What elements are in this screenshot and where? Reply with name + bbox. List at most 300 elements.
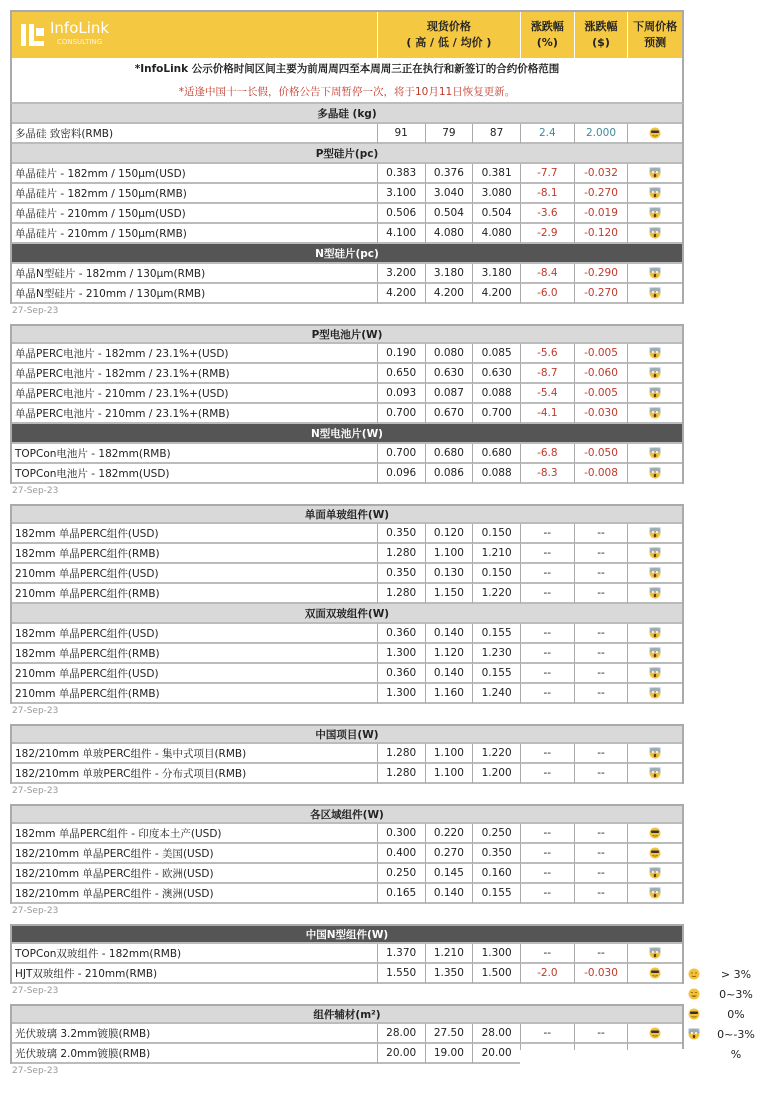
scream-icon — [649, 207, 661, 219]
product-name: 182mm 单晶PERC组件(USD) — [12, 524, 378, 544]
table-row — [10, 224, 684, 244]
price-low: 0.270 — [426, 844, 474, 864]
change-usd: -- — [575, 864, 629, 884]
price-avg: 0.150 — [473, 564, 521, 584]
price-low: 3.040 — [426, 184, 474, 204]
change-pct: -- — [521, 864, 575, 884]
date-label: 27-Sep-23 — [12, 486, 59, 496]
change-usd: -0.008 — [575, 464, 629, 484]
price-low: 1.100 — [426, 744, 474, 764]
price-low: 1.100 — [426, 544, 474, 564]
forecast — [628, 164, 682, 184]
price-high: 1.550 — [378, 964, 426, 984]
section-title: N型硅片(pc) — [12, 244, 682, 264]
change-pct: -- — [521, 824, 575, 844]
price-high: 0.350 — [378, 524, 426, 544]
scream-icon — [649, 687, 661, 699]
change-pct: -4.1 — [521, 404, 575, 424]
product-name: 182/210mm 单玻PERC组件 - 分布式项目(RMB) — [12, 764, 378, 784]
scream-icon — [649, 347, 661, 359]
table-row — [10, 124, 684, 144]
legend-label: 0% — [727, 1007, 745, 1021]
price-avg: 0.155 — [473, 664, 521, 684]
sunglasses-icon — [649, 127, 661, 139]
forecast — [628, 864, 682, 884]
forecast — [628, 664, 682, 684]
section-header — [10, 724, 684, 744]
change-usd: -- — [575, 544, 629, 564]
product-name: 210mm 单晶PERC组件(RMB) — [12, 584, 378, 604]
price-high: 0.400 — [378, 844, 426, 864]
price-avg: 0.150 — [473, 524, 521, 544]
product-name: 210mm 单晶PERC组件(USD) — [12, 564, 378, 584]
price-high: 0.250 — [378, 864, 426, 884]
table-row — [10, 284, 684, 304]
scream-icon — [649, 187, 661, 199]
table-row — [10, 524, 684, 544]
price-high: 0.650 — [378, 364, 426, 384]
change-pct: -- — [521, 684, 575, 704]
scream-icon — [649, 167, 661, 179]
price-low: 0.140 — [426, 884, 474, 904]
logo-subtext: CONSULTING — [56, 38, 103, 46]
change-pct: -6.8 — [521, 444, 575, 464]
date-label: 27-Sep-23 — [12, 986, 59, 996]
sunglasses-icon — [649, 847, 661, 859]
price-high: 0.383 — [378, 164, 426, 184]
product-name: 182mm 单晶PERC组件(USD) — [12, 624, 378, 644]
change-pct: 2.4 — [521, 124, 575, 144]
price-low: 0.140 — [426, 664, 474, 684]
forecast — [628, 204, 682, 224]
product-name: 182mm 单晶PERC组件 - 印度本土产(USD) — [12, 824, 378, 844]
product-name: HJT双玻组件 - 210mm(RMB) — [12, 964, 378, 984]
table-row — [10, 264, 684, 284]
price-low: 0.376 — [426, 164, 474, 184]
table-row — [10, 344, 684, 364]
change-usd: -0.270 — [575, 184, 629, 204]
change-usd: -- — [575, 744, 629, 764]
product-name: 单晶硅片 - 182mm / 150μm(RMB) — [12, 184, 378, 204]
section-header — [10, 1004, 684, 1024]
product-name: 182/210mm 单晶PERC组件 - 美国(USD) — [12, 844, 378, 864]
col-pct-sublabel: (%) — [536, 36, 558, 49]
change-pct: -- — [521, 524, 575, 544]
price-high: 1.300 — [378, 644, 426, 664]
date-label: 27-Sep-23 — [12, 306, 59, 316]
price-high: 0.350 — [378, 564, 426, 584]
table-row — [10, 184, 684, 204]
forecast — [628, 764, 682, 784]
scream-icon — [649, 667, 661, 679]
price-low: 0.680 — [426, 444, 474, 464]
scream-icon — [649, 287, 661, 299]
date-label: 27-Sep-23 — [12, 1066, 59, 1076]
table-row — [10, 164, 684, 184]
section-title: 各区域组件(W) — [12, 806, 682, 824]
price-high: 1.280 — [378, 764, 426, 784]
table-row — [10, 1024, 684, 1044]
change-pct: -- — [521, 1024, 575, 1044]
change-usd: -- — [575, 844, 629, 864]
price-low: 0.670 — [426, 404, 474, 424]
forecast — [628, 124, 682, 144]
price-high: 0.700 — [378, 444, 426, 464]
table-row — [10, 404, 684, 424]
forecast — [628, 884, 682, 904]
table-row — [10, 764, 684, 784]
section-title: P型硅片(pc) — [12, 144, 682, 164]
price-high: 4.200 — [378, 284, 426, 304]
notes — [10, 58, 684, 104]
change-pct: -8.7 — [521, 364, 575, 384]
price-table — [10, 10, 684, 1084]
product-name: 182mm 单晶PERC组件(RMB) — [12, 644, 378, 664]
forecast — [628, 1024, 682, 1044]
col-usd-label: 涨跌幅 — [584, 20, 618, 33]
table-row — [10, 364, 684, 384]
change-pct: -5.6 — [521, 344, 575, 364]
table-row — [10, 444, 684, 464]
scream-icon — [649, 747, 661, 759]
scream-icon — [649, 447, 661, 459]
forecast — [628, 184, 682, 204]
change-pct: -- — [521, 744, 575, 764]
change-usd: -0.120 — [575, 224, 629, 244]
scream-icon — [649, 767, 661, 779]
legend — [688, 964, 772, 1064]
product-name: TOPCon电池片 - 182mm(RMB) — [12, 444, 378, 464]
legend-item — [688, 1004, 772, 1024]
change-usd: -0.030 — [575, 404, 629, 424]
price-high: 0.096 — [378, 464, 426, 484]
col-price-sublabel: ( 高 / 低 / 均价 ) — [406, 36, 492, 49]
change-usd: -- — [575, 644, 629, 664]
price-low: 0.080 — [426, 344, 474, 364]
change-pct: -6.0 — [521, 284, 575, 304]
forecast — [628, 524, 682, 544]
price-low: 1.120 — [426, 644, 474, 664]
change-pct: -- — [521, 544, 575, 564]
price-high: 0.360 — [378, 664, 426, 684]
table-row — [10, 204, 684, 224]
change-pct: -5.4 — [521, 384, 575, 404]
product-name: 多晶硅 致密料(RMB) — [12, 124, 378, 144]
section-title: 双面双玻组件(W) — [12, 604, 682, 624]
price-avg: 0.155 — [473, 884, 521, 904]
forecast — [628, 644, 682, 664]
change-pct: -- — [521, 884, 575, 904]
section-title: 单面单玻组件(W) — [12, 506, 682, 524]
section-header — [10, 924, 684, 944]
col-price-label: 现货价格 — [426, 20, 471, 33]
price-avg: 3.180 — [473, 264, 521, 284]
table-row — [10, 664, 684, 684]
change-usd: -0.005 — [575, 384, 629, 404]
change-usd: -- — [575, 824, 629, 844]
forecast — [628, 964, 682, 984]
price-avg: 4.080 — [473, 224, 521, 244]
section-title: N型电池片(W) — [12, 424, 682, 444]
legend-item — [688, 1024, 772, 1044]
product-name: 182/210mm 单晶PERC组件 - 欧洲(USD) — [12, 864, 378, 884]
table-row — [10, 544, 684, 564]
change-usd: -0.030 — [575, 964, 629, 984]
scream-icon — [649, 547, 661, 559]
price-avg: 1.300 — [473, 944, 521, 964]
product-name: 210mm 单晶PERC组件(USD) — [12, 664, 378, 684]
section-header — [10, 424, 684, 444]
section-header — [10, 324, 684, 344]
logo-icon — [20, 22, 46, 48]
product-name: 210mm 单晶PERC组件(RMB) — [12, 684, 378, 704]
price-high: 1.300 — [378, 684, 426, 704]
price-low: 0.504 — [426, 204, 474, 224]
price-avg: 0.680 — [473, 444, 521, 464]
price-avg: 3.080 — [473, 184, 521, 204]
scream-icon — [649, 467, 661, 479]
price-high: 0.700 — [378, 404, 426, 424]
change-usd: -0.032 — [575, 164, 629, 184]
table-row — [10, 684, 684, 704]
price-high: 0.093 — [378, 384, 426, 404]
scream-icon — [649, 227, 661, 239]
change-pct: -- — [521, 644, 575, 664]
table-row — [10, 384, 684, 404]
smile-icon — [688, 988, 700, 1000]
change-usd: -0.050 — [575, 444, 629, 464]
price-high: 1.370 — [378, 944, 426, 964]
price-low: 1.100 — [426, 764, 474, 784]
table-header — [10, 10, 684, 58]
forecast — [628, 444, 682, 464]
scream-icon — [649, 407, 661, 419]
change-pct: -- — [521, 584, 575, 604]
forecast — [628, 384, 682, 404]
col-forecast-label: 下周价格 — [633, 20, 678, 33]
sunglasses-icon — [649, 967, 661, 979]
price-avg: 0.700 — [473, 404, 521, 424]
price-avg: 0.155 — [473, 624, 521, 644]
price-high: 20.00 — [378, 1044, 426, 1064]
price-high: 3.200 — [378, 264, 426, 284]
forecast — [628, 364, 682, 384]
forecast — [628, 564, 682, 584]
change-pct: -7.7 — [521, 164, 575, 184]
change-usd: -0.060 — [575, 364, 629, 384]
sunglasses-icon — [649, 827, 661, 839]
col-pct — [521, 12, 575, 58]
change-pct: -- — [521, 664, 575, 684]
note-1: *InfoLink 公示价格时间区间主要为前周周四至本周周三正在执行和新签订的合约价格范围 — [134, 63, 560, 75]
scream-icon — [649, 587, 661, 599]
change-usd: -0.019 — [575, 204, 629, 224]
product-name: 单晶PERC电池片 - 182mm / 23.1%+(USD) — [12, 344, 378, 364]
price-avg: 1.220 — [473, 584, 521, 604]
section-header — [10, 104, 684, 124]
price-high: 28.00 — [378, 1024, 426, 1044]
date-label: 27-Sep-23 — [12, 906, 59, 916]
scream-icon — [649, 867, 661, 879]
change-usd: -0.005 — [575, 344, 629, 364]
date-label: 27-Sep-23 — [12, 786, 59, 796]
section-header — [10, 244, 684, 264]
change-usd: -- — [575, 664, 629, 684]
table-row — [10, 584, 684, 604]
change-pct: -8.3 — [521, 464, 575, 484]
table-row — [10, 824, 684, 844]
scream-icon — [649, 627, 661, 639]
price-avg: 0.504 — [473, 204, 521, 224]
price-avg: 1.240 — [473, 684, 521, 704]
price-high: 0.300 — [378, 824, 426, 844]
col-forecast — [628, 12, 682, 58]
table-row — [10, 744, 684, 764]
price-avg: 28.00 — [473, 1024, 521, 1044]
price-low: 0.087 — [426, 384, 474, 404]
product-name: 单晶硅片 - 210mm / 150μm(RMB) — [12, 224, 378, 244]
product-name: 单晶硅片 - 210mm / 150μm(USD) — [12, 204, 378, 224]
scream-icon — [649, 387, 661, 399]
change-usd: -0.290 — [575, 264, 629, 284]
price-low: 19.00 — [426, 1044, 474, 1064]
change-usd: 2.000 — [575, 124, 629, 144]
price-avg: 0.381 — [473, 164, 521, 184]
price-high: 3.100 — [378, 184, 426, 204]
price-avg: 1.230 — [473, 644, 521, 664]
forecast — [628, 544, 682, 564]
legend-label: 0~-3% — [717, 1027, 755, 1041]
product-name: 光伏玻璃 2.0mm镀膜(RMB) — [12, 1044, 378, 1064]
product-name: 单晶PERC电池片 - 182mm / 23.1%+(RMB) — [12, 364, 378, 384]
product-name: 182mm 单晶PERC组件(RMB) — [12, 544, 378, 564]
product-name: 单晶硅片 - 182mm / 150μm(USD) — [12, 164, 378, 184]
col-price — [378, 12, 521, 58]
scream-icon — [688, 1028, 700, 1040]
price-avg: 20.00 — [473, 1044, 521, 1064]
legend-label: > 3% — [720, 967, 752, 981]
price-high: 4.100 — [378, 224, 426, 244]
price-low: 79 — [426, 124, 474, 144]
obscured-area — [520, 1050, 630, 1094]
price-avg: 1.200 — [473, 764, 521, 784]
change-usd: -- — [575, 764, 629, 784]
price-low: 4.200 — [426, 284, 474, 304]
section-title: 中国项目(W) — [12, 726, 682, 744]
change-usd: -- — [575, 684, 629, 704]
section-title: 组件辅材(m²) — [12, 1006, 682, 1024]
change-pct: -8.4 — [521, 264, 575, 284]
price-low: 0.145 — [426, 864, 474, 884]
section-header — [10, 504, 684, 524]
price-avg: 0.630 — [473, 364, 521, 384]
table-row — [10, 844, 684, 864]
price-avg: 0.250 — [473, 824, 521, 844]
col-usd-sublabel: ($) — [592, 36, 610, 49]
scream-icon — [649, 527, 661, 539]
change-pct: -2.9 — [521, 224, 575, 244]
forecast — [628, 284, 682, 304]
price-low: 0.630 — [426, 364, 474, 384]
product-name: 182/210mm 单晶PERC组件 - 澳洲(USD) — [12, 884, 378, 904]
price-avg: 1.210 — [473, 544, 521, 564]
scream-icon — [649, 567, 661, 579]
col-usd — [575, 12, 629, 58]
table-row — [10, 864, 684, 884]
table-row — [10, 644, 684, 664]
change-usd: -- — [575, 584, 629, 604]
col-pct-label: 涨跌幅 — [530, 20, 564, 33]
section-title: P型电池片(W) — [12, 326, 682, 344]
table-row — [10, 944, 684, 964]
forecast — [628, 224, 682, 244]
forecast — [628, 464, 682, 484]
date-label: 27-Sep-23 — [12, 706, 59, 716]
table-body — [10, 104, 684, 1084]
price-avg: 0.160 — [473, 864, 521, 884]
price-low: 0.220 — [426, 824, 474, 844]
forecast — [628, 744, 682, 764]
section-header — [10, 804, 684, 824]
price-low: 1.160 — [426, 684, 474, 704]
legend-item — [688, 984, 772, 1004]
change-usd: -- — [575, 564, 629, 584]
price-low: 1.150 — [426, 584, 474, 604]
forecast — [628, 844, 682, 864]
product-name: TOPCon电池片 - 182mm(USD) — [12, 464, 378, 484]
product-name: 182/210mm 单玻PERC组件 - 集中式项目(RMB) — [12, 744, 378, 764]
forecast — [628, 404, 682, 424]
table-row — [10, 464, 684, 484]
note-2: *适逢中国十一长假，价格公告下周暂停一次，将于10月11日恢复更新。 — [178, 86, 516, 98]
forecast — [628, 684, 682, 704]
product-name: 光伏玻璃 3.2mm镀膜(RMB) — [12, 1024, 378, 1044]
price-high: 0.190 — [378, 344, 426, 364]
change-pct: -- — [521, 624, 575, 644]
price-low: 27.50 — [426, 1024, 474, 1044]
price-high: 0.360 — [378, 624, 426, 644]
price-avg: 1.500 — [473, 964, 521, 984]
price-low: 0.120 — [426, 524, 474, 544]
forecast — [628, 624, 682, 644]
price-high: 0.165 — [378, 884, 426, 904]
slight-smile-icon — [688, 968, 700, 980]
legend-item — [688, 964, 772, 984]
scream-icon — [649, 267, 661, 279]
product-name: 单晶PERC电池片 - 210mm / 23.1%+(USD) — [12, 384, 378, 404]
section-title: 多晶硅 (kg) — [12, 104, 682, 124]
product-name: 单晶N型硅片 - 210mm / 130μm(RMB) — [12, 284, 378, 304]
price-avg: 0.085 — [473, 344, 521, 364]
forecast — [628, 824, 682, 844]
change-usd: -- — [575, 884, 629, 904]
col-forecast-sublabel: 预测 — [644, 36, 667, 49]
table-row — [10, 964, 684, 984]
price-high: 1.280 — [378, 544, 426, 564]
change-usd: -- — [575, 624, 629, 644]
sunglasses-icon — [649, 1027, 661, 1039]
price-avg: 0.350 — [473, 844, 521, 864]
product-name: 单晶PERC电池片 - 210mm / 23.1%+(RMB) — [12, 404, 378, 424]
scream-icon — [649, 887, 661, 899]
price-low: 4.080 — [426, 224, 474, 244]
obscured-area — [630, 1049, 686, 1094]
price-high: 0.506 — [378, 204, 426, 224]
price-low: 0.130 — [426, 564, 474, 584]
section-header — [10, 144, 684, 164]
sunglasses-icon — [688, 1008, 700, 1020]
change-pct: -- — [521, 764, 575, 784]
